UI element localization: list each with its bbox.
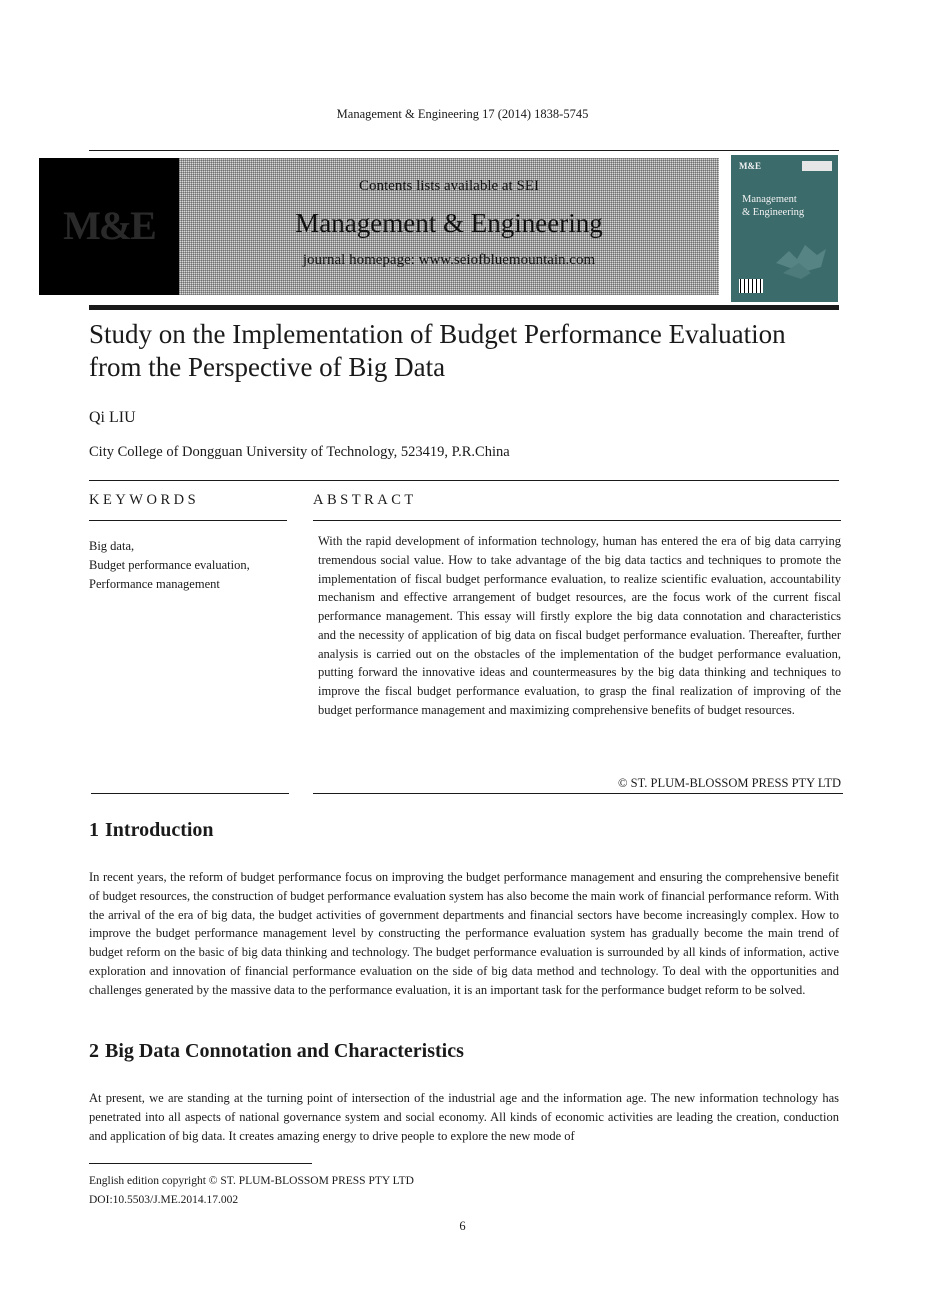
keywords-heading-rule	[89, 520, 287, 521]
keyword-item: Big data,	[89, 539, 135, 553]
section-number: 1	[89, 819, 99, 841]
cover-logo: M&E	[739, 161, 761, 171]
journal-banner	[179, 158, 719, 295]
abstract-bottom-rule	[313, 793, 843, 794]
cover-artwork	[771, 233, 831, 283]
abstract-text: With the rapid development of information technology, human has entered the era of big data carrying tremendous social value. How to take advantage of the big data tactics and techniques to promote the implementation of fiscal budget performance evaluation, to realize scientific evaluation, accountability mechanism and effective arrangement of budget resources, are the focus work of the current fiscal performance management. This essay will firstly explore the big data connotation and characteristics and the necessity of application of big data on fiscal budget performance evaluation. Thereafter, further analysis is carried out on the obstacles of the implementation of the budget performance evaluation, putting forward the innovative ideas and countermeasures by the big data thinking and techniques to improve the fiscal budget performance evaluation, to grasp the final realization of improving of the budget performance management and maximizing comprehensive benefits of budget resources.	[318, 534, 841, 717]
section-number: 2	[89, 1040, 99, 1062]
abstract-copyright: © ST. PLUM-BLOSSOM PRESS PTY LTD	[618, 776, 841, 790]
running-head: Management & Engineering 17 (2014) 1838-5745	[336, 107, 589, 121]
contents-line: Contents lists available at SEI	[359, 178, 539, 194]
journal-logo-text: M&E	[63, 203, 155, 248]
abstract-heading-rule	[313, 520, 841, 521]
page-number: 6	[459, 1219, 466, 1233]
section-heading-big-data	[89, 1040, 470, 1063]
cover-title	[742, 193, 804, 219]
cover-title-line2: & Engineering	[742, 207, 805, 218]
abstract-heading: ABSTRACT	[313, 492, 417, 508]
section-title: Introduction	[105, 819, 214, 841]
section-title: Big Data Connotation and Characteristics	[105, 1040, 464, 1062]
journal-logo-block	[39, 158, 179, 295]
journal-homepage: journal homepage: www.seiofbluemountain.com	[302, 252, 596, 268]
journal-cover-thumbnail	[731, 155, 838, 302]
keyword-item: Performance management	[89, 577, 220, 591]
article-affiliation: City College of Dongguan University of Technology, 523419, P.R.China	[89, 444, 510, 460]
section-heading-introduction	[89, 819, 220, 842]
footnote-doi: DOI:10.5503/J.ME.2014.17.002	[89, 1194, 239, 1206]
header-rule	[89, 150, 839, 151]
keywords-list	[89, 537, 299, 594]
footnote-rule	[89, 1163, 312, 1164]
footnote-copyright: English edition copyright © ST. PLUM-BLOSSOM PRESS PTY LTD	[89, 1175, 414, 1187]
cover-issue-label	[802, 161, 832, 171]
cover-barcode	[739, 279, 763, 293]
keywords-heading: KEYWORDS	[89, 492, 200, 508]
article-author: Qi LIU	[89, 409, 136, 426]
section-body-introduction: In recent years, the reform of budget performance focus on improving the budget performance management and ensuring the comprehensive benefit of budget resources, the construction of budget performance evaluation system has also become the main work of financial performance reform. With the arrival of the era of big data, the budget activities of government departments and financial sectors have become increasingly complex. How to improve the budget performance management level by constructing the performance evaluation system has gradually become the main trend of budget reform on the basic of big data thinking and technology. The budget performance evaluation is surrounded by all kinds of information, active exploration and innovation of financial performance evaluation on the side of big data method and technology. To deal with the opportunities and challenges generated by the massive data to the performance evaluation, it is an important task for the performance budget reform to be solved.	[89, 870, 839, 997]
keywords-bottom-rule	[91, 793, 289, 794]
article-title: Study on the Implementation of Budget Performance Evaluation from the Perspective of Big Data	[89, 319, 786, 382]
cover-title-line1: Management	[742, 194, 797, 205]
keywords-top-rule	[89, 480, 839, 481]
journal-name: Management & Engineering	[295, 208, 603, 238]
section-body-big-data: At present, we are standing at the turning point of intersection of the industrial age and the information age. The new information technology has penetrated into all aspects of national governance system and social economy. All kinds of economic activities are leading the creation, conduction and application of big data. It creates amazing energy to drive people to explore the new mode of	[89, 1091, 839, 1143]
keyword-item: Budget performance evaluation,	[89, 558, 250, 572]
banner-thick-rule	[89, 305, 839, 310]
